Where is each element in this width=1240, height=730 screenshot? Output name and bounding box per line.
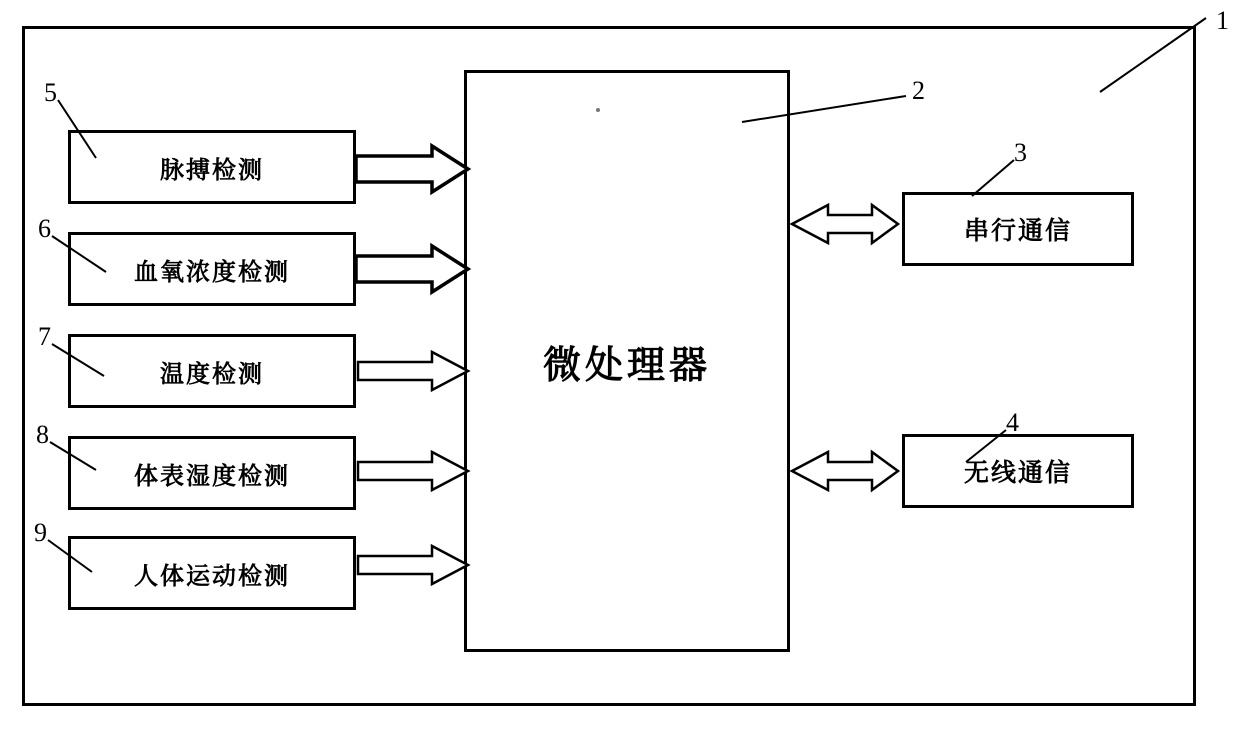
sensor-label-temperature: 温度检测 [160, 360, 264, 388]
comm-label-wireless: 无线通信 [963, 459, 1072, 487]
ref-numeral-3: 3 [1014, 138, 1027, 167]
ref-numeral-4: 4 [1006, 408, 1019, 437]
sensor-box-humidity [68, 436, 356, 510]
ref-numeral-7: 7 [38, 322, 51, 351]
comm-label-serial: 串行通信 [963, 217, 1072, 245]
ref-numeral-5: 5 [44, 78, 57, 107]
ref-numeral-1: 1 [1216, 6, 1229, 35]
ink-speck [596, 108, 600, 112]
sensor-label-pulse: 脉搏检测 [160, 156, 264, 184]
sensor-box-motion [68, 536, 356, 610]
sensor-label-motion: 人体运动检测 [134, 562, 290, 590]
ref-numeral-6: 6 [38, 214, 51, 243]
microprocessor-label: 微处理器 [542, 344, 711, 387]
microprocessor-box [464, 70, 790, 652]
sensor-label-humidity: 体表湿度检测 [134, 462, 290, 490]
ref-numeral-9: 9 [34, 518, 47, 547]
sensor-box-temperature [68, 334, 356, 408]
ref-numeral-2: 2 [912, 76, 925, 105]
comm-box-serial [902, 192, 1134, 266]
sensor-box-spo2 [68, 232, 356, 306]
comm-box-wireless [902, 434, 1134, 508]
sensor-box-pulse [68, 130, 356, 204]
ref-numeral-8: 8 [36, 420, 49, 449]
sensor-label-spo2: 血氧浓度检测 [134, 258, 290, 286]
